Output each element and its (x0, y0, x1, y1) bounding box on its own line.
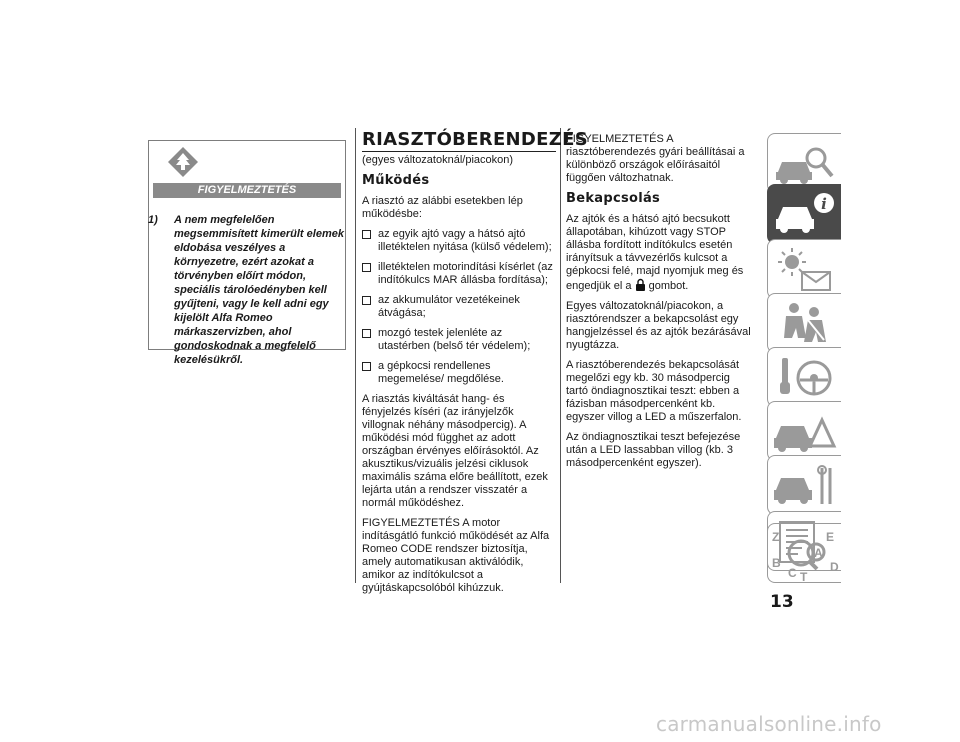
paragraph-arming: Az ajtók és a hátsó ajtó becsukott állapotában, kihúzott vagy STOP állásba fordított indítókulcs esetén irányítsuk a távvezérlős kulcsot a gépkocsi felé, majd nyomjuk meg és engedjük el a gombot. (566, 213, 744, 292)
heading-mukodes: Működés (362, 173, 430, 188)
paragraph-immobilizer: FIGYELMEZTETÉS A motor indításgátló funkció működését az Alfa Romeo CODE rendszer biztosítja, amely automatikusan aktiválódik, amikor az indítókulcsot a gyújtáskapcsolóból kihúzzuk. (362, 517, 550, 594)
tab-starting-driving[interactable] (767, 347, 841, 407)
tab-safety[interactable] (767, 293, 841, 353)
list-item: mozgó testek jelenléte az utastérben (belső tér védelem); (362, 327, 554, 353)
tab-maintenance[interactable] (767, 455, 841, 515)
tab-warning-lights[interactable] (767, 239, 841, 299)
section-title: RIASZTÓBERENDEZÉS (362, 129, 588, 150)
tab-car-info[interactable] (767, 184, 841, 244)
key-steering-wheel-icon (772, 352, 838, 404)
trigger-list (362, 228, 554, 386)
index-letters: Z E B A C T D (772, 530, 839, 584)
section-subtitle: (egyes változatoknál/piacokon) (362, 154, 514, 166)
checkbox-bullet-icon (362, 230, 371, 239)
warning-body: A nem megfelelően megsemmisített kimerült elemek eldobása veszélyes a környezetre, ezért azokat a törvényben előírt módon, speciális tárolóedényben kell gyűjteni, vagy le kell adni egy kijelölt Alfa Romeo márkaszervizben, ahol gondoskodnak a megfelelő kezelésükről. (174, 214, 344, 366)
watermark: carmanualsonline.info (656, 712, 882, 736)
middle-column (362, 154, 554, 602)
list-item: a gépkocsi rendellenes megemelése/ megdőlése. (362, 360, 554, 386)
paragraph-led: Az öndiagnosztikai teszt befejezése után a LED lassabban villog (kb. 3 másodpercenként egyszer). (566, 431, 741, 469)
checkbox-bullet-icon (362, 296, 371, 305)
recycling-tree-icon (166, 145, 200, 179)
right-column (566, 133, 754, 477)
column-divider (355, 128, 356, 583)
warning-title: FIGYELMEZTETÉS (153, 183, 341, 198)
safety-airbag-icon (772, 298, 838, 350)
heading-bekapcsolas: Bekapcsolás (566, 191, 661, 206)
paragraph-signals: A riasztás kiváltását hang- és fényjelzés kíséri (az irányjelzők villognak néhány másodpercig). A működési mód függhet az adott országban érvényes előírásoktól. Az akusztikus/vizuális jelzési ciklusok maximális száma előre beállított, ezek lejárta után a rendszer visszatér a normál működéshez. (362, 393, 548, 509)
paragraph-factory-settings: FIGYELMEZTETÉS A riasztóberendezés gyári beállításai a különböző országok előírásaitól függően változhatnak. (566, 133, 745, 184)
warning-number: 1) (148, 214, 158, 226)
tab-index-frame (767, 523, 841, 583)
paragraph-selftest: A riasztóberendezés bekapcsolását megelőzi egy kb. 30 másodpercig tartó öndiagnosztikai teszt: ebben a fázisban másodpercenként kb. egyszer villog a LED a műszerfalon. (566, 359, 742, 423)
car-emergency-icon (772, 406, 838, 458)
tab-emergency[interactable] (767, 401, 841, 461)
car-search-icon (772, 138, 838, 190)
paragraph-intro: A riasztó az alábbi esetekben lép működésbe: (362, 195, 523, 220)
list-item: az akkumulátor vezetékeinek átvágása; (362, 294, 554, 320)
lock-button-icon (635, 278, 646, 291)
warning-light-message-icon (772, 244, 838, 296)
checkbox-bullet-icon (362, 329, 371, 338)
list-item: illetéktelen motorindítási kísérlet (az indítókulcs MAR állásba fordítása); (362, 261, 554, 287)
svg-text:i: i (821, 195, 827, 213)
list-item: az egyik ajtó vagy a hátsó ajtó illetéktelen nyitása (külső védelem); (362, 228, 554, 254)
checkbox-bullet-icon (362, 362, 371, 371)
car-service-tools-icon (772, 460, 838, 512)
car-info-icon (772, 189, 838, 241)
column-divider (560, 128, 561, 583)
page-number: 13 (770, 592, 794, 612)
warning-text (148, 213, 344, 367)
checkbox-bullet-icon (362, 263, 371, 272)
section-title-rule (362, 151, 556, 152)
paragraph-confirm: Egyes változatoknál/piacokon, a riasztórendszer a bekapcsolást egy hangjelzéssel és az ajtók bezárásával nyugtázza. (566, 300, 751, 351)
